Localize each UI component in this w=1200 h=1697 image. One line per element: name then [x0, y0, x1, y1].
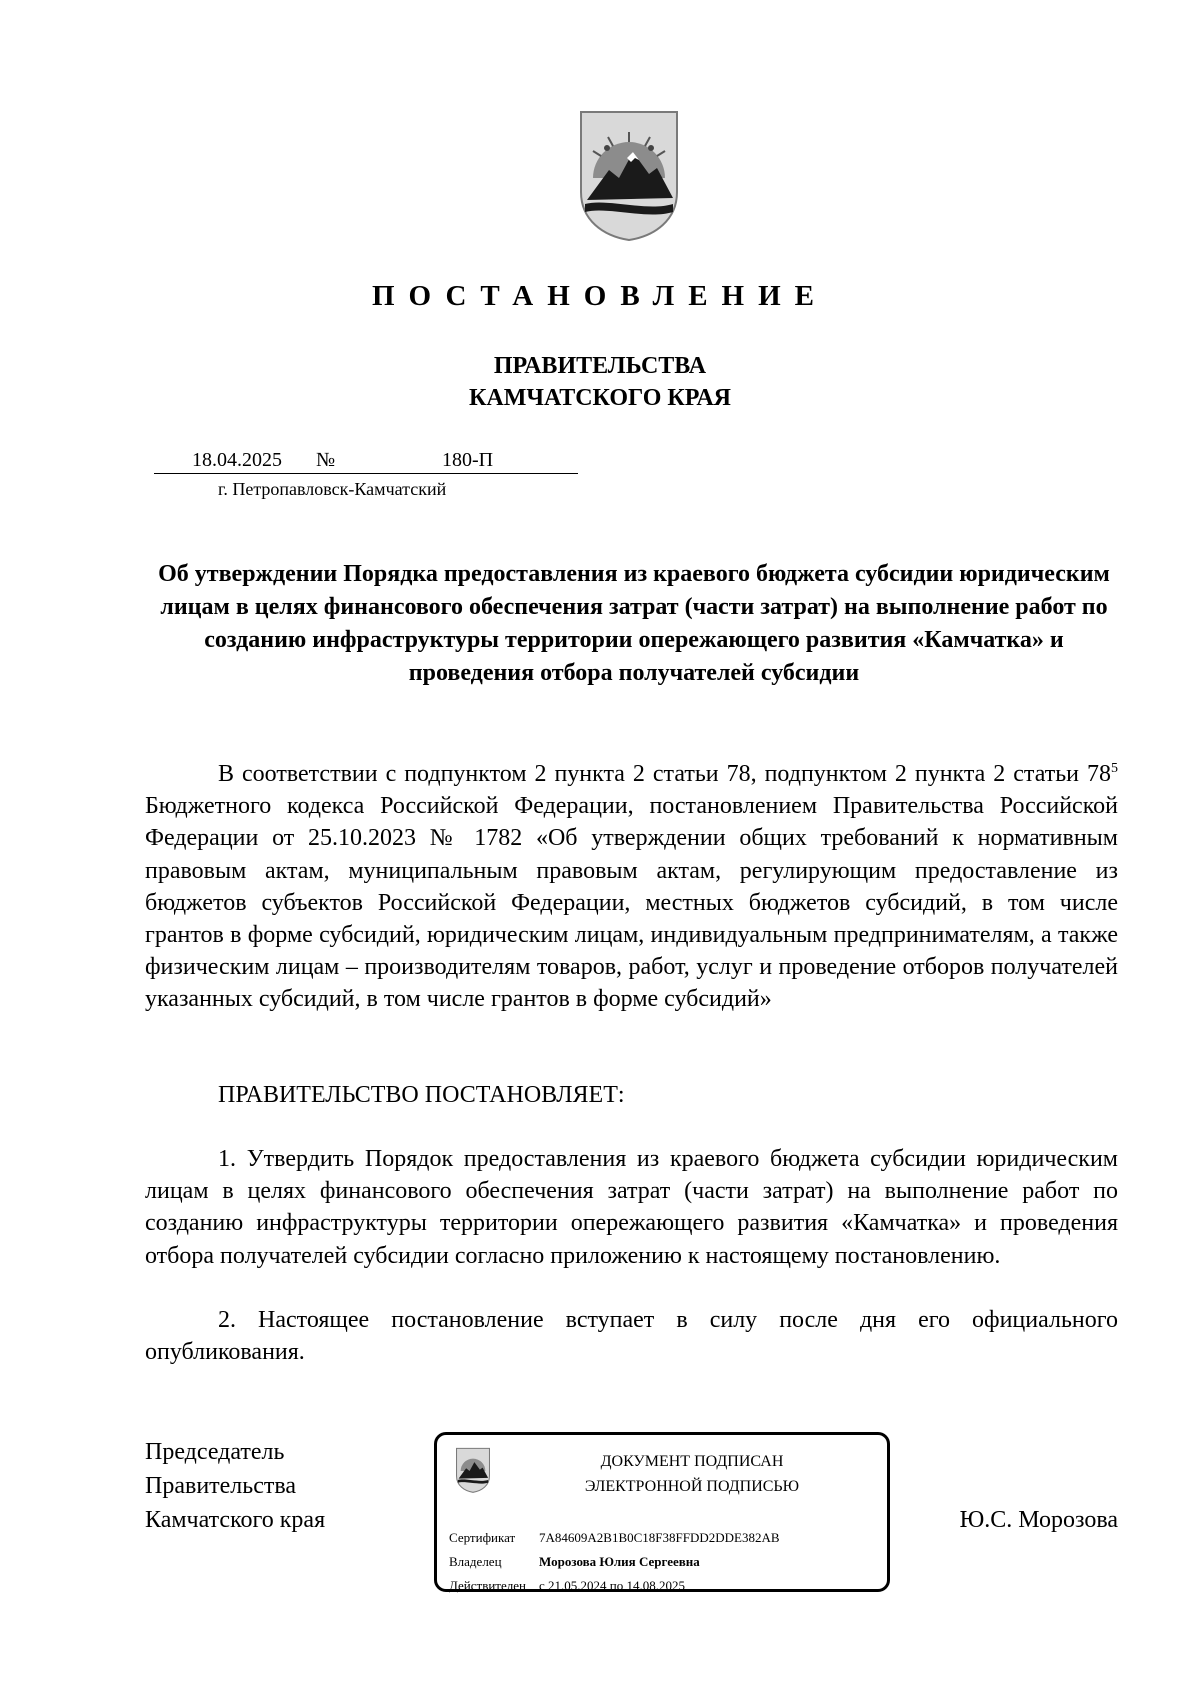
- certificate-label: Сертификат: [449, 1530, 516, 1545]
- preamble-text-start: В соответствии с подпунктом 2 пункта 2 статьи 78, подпунктом 2 пункта 2 статьи 78: [218, 761, 1111, 787]
- owner-label: Владелец: [449, 1554, 502, 1569]
- position-line-2: Правительства: [145, 1473, 297, 1499]
- stamp-heading: [507, 1449, 877, 1499]
- authority-line-1: ПРАВИТЕЛЬСТВА: [493, 353, 707, 379]
- stamp-emblem-icon: [455, 1447, 491, 1493]
- certificate-value: 7A84609A2B1B0C18F38FFDD2DDE382AB: [539, 1530, 780, 1545]
- document-date: 18.04.2025: [192, 449, 282, 471]
- authority-line-2: КАМЧАТСКОГО КРАЯ: [468, 385, 732, 411]
- resolution-item-2: 2. Настоящее постановление вступает в силу после дня его официального опубликования.: [145, 1307, 1118, 1366]
- stamp-owner-row: [449, 1553, 700, 1571]
- document-title: ПОСТАНОВЛЕНИЕ: [371, 280, 828, 312]
- coat-of-arms-emblem: [577, 108, 681, 242]
- date-number-line: [154, 447, 578, 474]
- position-line-1: Председатель: [145, 1439, 285, 1465]
- issue-city: г. Петропавловск-Камчатский: [218, 479, 447, 499]
- preamble-superscript: 5: [1111, 761, 1118, 776]
- document-subject: Об утверждении Порядка предоставления из краевого бюджета субсидии юридическим лицам в целях финансового обеспечения затрат (части затрат) на выполнение работ по созданию инфраструктуры территории опережающего развития «Камчатка» и проведения отбора получателей субсидии: [158, 561, 1110, 686]
- document-number: 180-П: [442, 449, 494, 471]
- preamble-paragraph: [145, 758, 1118, 1016]
- stamp-certificate-row: [449, 1529, 780, 1547]
- validity-value: с 21.05.2024 по 14.08.2025: [539, 1578, 685, 1593]
- validity-label: Действителен: [449, 1578, 526, 1593]
- stamp-line-2: ЭЛЕКТРОННОЙ ПОДПИСЬЮ: [584, 1478, 800, 1495]
- resolution-item-1: 1. Утвердить Порядок предоставления из краевого бюджета субсидии юридическим лицам в целях финансового обеспечения затрат (части затрат) на выполнение работ по созданию инфраструктуры территории опережающего развития «Камчатка» и проведения отбора получателей субсидии согласно приложению к настоящему постановлению.: [145, 1146, 1118, 1269]
- preamble-text-end: Бюджетного кодекса Российской Федерации, постановлением Правительства Российской Федерации от 25.10.2023 № 1782 «Об утверждении общих требований к нормативным правовым актам, муниципальным правовым актам, регулирующим предоставление из бюджетов субъектов Российской Федерации, местных бюджетов субсидий, в том числе грантов в форме субсидий, юридическим лицам, индивидуальным предпринимателям, а также физическим лицам – производителям товаров, работ, услуг и проведение отборов получателей указанных субсидий, в том числе грантов в форме субсидий»: [145, 793, 1118, 1013]
- signatory-position: [145, 1435, 325, 1537]
- stamp-line-1: ДОКУМЕНТ ПОДПИСАН: [600, 1453, 784, 1470]
- number-sign: №: [316, 449, 336, 471]
- issuing-authority: [0, 350, 1200, 414]
- stamp-validity-row: [449, 1577, 685, 1595]
- signatory-name: Ю.С. Морозова: [959, 1507, 1118, 1533]
- position-line-3: Камчатского края: [145, 1507, 326, 1533]
- owner-value: Морозова Юлия Сергеевна: [539, 1554, 700, 1569]
- resolves-heading: ПРАВИТЕЛЬСТВО ПОСТАНОВЛЯЕТ:: [218, 1082, 625, 1108]
- electronic-signature-stamp: [434, 1432, 890, 1592]
